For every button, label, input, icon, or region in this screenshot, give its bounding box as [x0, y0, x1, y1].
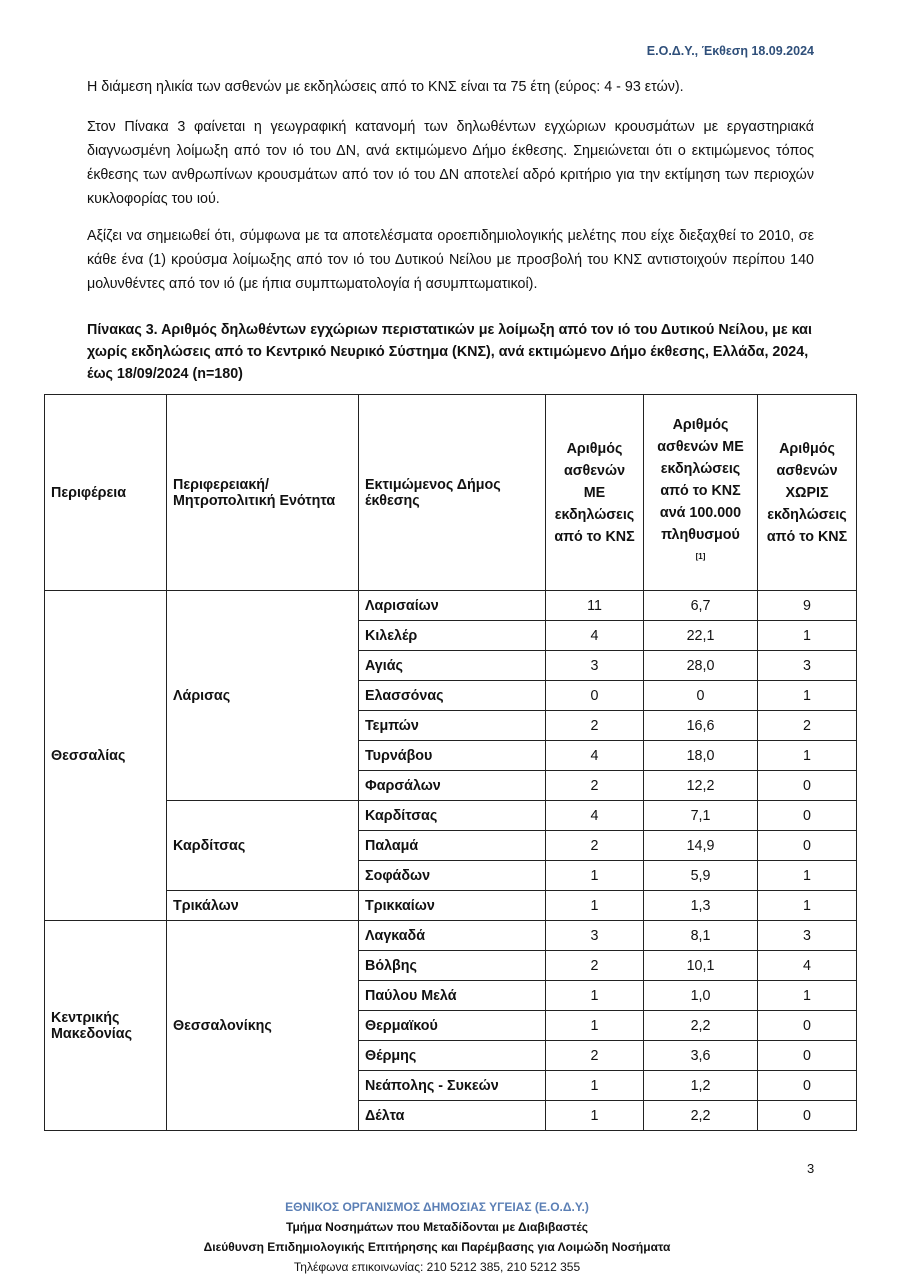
- report-header-reference: Ε.Ο.Δ.Υ., Έκθεση 18.09.2024: [646, 44, 814, 58]
- header-per-100k: [644, 395, 758, 591]
- table-row: [45, 891, 857, 921]
- footer: [0, 1197, 874, 1277]
- municipality-cell: Καρδίτσας: [359, 801, 546, 831]
- per-100k-cell: 5,9: [644, 861, 758, 891]
- paragraph-seroepidemiology: Αξίζει να σημειωθεί ότι, σύμφωνα με τα αποτελέσματα οροεπιδημιολογικής μελέτης που είχε διεξαχθεί το 2010, σε κάθε ένα (1) κρούσμα λοίμωξης από τον ιό του Δυτικού Νείλου με προσβολή του ΚΝΣ αντιστοιχούν περίπου 140 μολυνθέντες από τον ιό (με ήπια συμπτωματολογία ή ασυμπτωματικοί).: [87, 228, 814, 292]
- with-cns-cell: 2: [546, 1041, 644, 1071]
- with-cns-cell: 2: [546, 831, 644, 861]
- municipality-cell: Αγιάς: [359, 651, 546, 681]
- with-cns-cell: 4: [546, 741, 644, 771]
- unit-cell: Τρικάλων: [167, 891, 359, 921]
- without-cns-cell: 1: [758, 981, 857, 1011]
- with-cns-cell: 1: [546, 1011, 644, 1041]
- without-cns-cell: 0: [758, 1041, 857, 1071]
- per-100k-cell: 7,1: [644, 801, 758, 831]
- per-100k-cell: 1,2: [644, 1071, 758, 1101]
- unit-cell: Λάρισας: [167, 591, 359, 801]
- with-cns-cell: 1: [546, 891, 644, 921]
- header-municipality: Εκτιμώμενος Δήμος έκθεσης: [359, 395, 546, 591]
- municipality-cell: Ελασσόνας: [359, 681, 546, 711]
- municipality-cell: Θέρμης: [359, 1041, 546, 1071]
- per-100k-cell: 18,0: [644, 741, 758, 771]
- page-number: 3: [807, 1161, 815, 1176]
- per-100k-cell: 16,6: [644, 711, 758, 741]
- without-cns-cell: 1: [758, 621, 857, 651]
- without-cns-cell: 1: [758, 681, 857, 711]
- municipality-cell: Λαρισαίων: [359, 591, 546, 621]
- footer-phones: Τηλέφωνα επικοινωνίας: 210 5212 385, 210 5212 355: [293, 1260, 581, 1274]
- with-cns-cell: 1: [546, 861, 644, 891]
- per-100k-cell: 10,1: [644, 951, 758, 981]
- footer-department: Τμήμα Νοσημάτων που Μεταδίδονται με Διαβιβαστές: [286, 1220, 588, 1234]
- municipality-cell: Τυρνάβου: [359, 741, 546, 771]
- per-100k-cell: 3,6: [644, 1041, 758, 1071]
- header-unit: Περιφερειακή/ Μητροπολιτική Ενότητα: [167, 395, 359, 591]
- region-cell: Κεντρικής Μακεδονίας: [45, 921, 167, 1131]
- without-cns-cell: 0: [758, 831, 857, 861]
- footer-directorate: Διεύθυνση Επιδημιολογικής Επιτήρησης και Παρέμβασης για Λοιμώδη Νοσήματα: [203, 1240, 671, 1254]
- without-cns-cell: 0: [758, 1101, 857, 1131]
- without-cns-cell: 0: [758, 1071, 857, 1101]
- without-cns-cell: 3: [758, 921, 857, 951]
- table-caption: Πίνακας 3. Αριθμός δηλωθέντων εγχώριων περιστατικών με λοίμωξη από τον ιό του Δυτικού Νείλου, με και χωρίς εκδηλώσεις από το Κεντρικό Νευρικό Σύστημα (ΚΝΣ), ανά εκτιμώμενο Δήμο έκθεσης, Ελλάδα, 2024, έως 18/09/2024 (n=180): [87, 322, 812, 382]
- footer-organization: ΕΘΝΙΚΟΣ ΟΡΓΑΝΙΣΜΟΣ ΔΗΜΟΣΙΑΣ ΥΓΕΙΑΣ (Ε.Ο.Δ.Υ.): [285, 1200, 589, 1214]
- with-cns-cell: 3: [546, 921, 644, 951]
- header-without-cns: Αριθμός ασθενών ΧΩΡΙΣ εκδηλώσεις από το ΚΝΣ: [758, 395, 857, 591]
- municipality-cell: Φαρσάλων: [359, 771, 546, 801]
- municipality-cell: Θερμαϊκού: [359, 1011, 546, 1041]
- without-cns-cell: 9: [758, 591, 857, 621]
- municipality-cell: Σοφάδων: [359, 861, 546, 891]
- municipality-cell: Τρικκαίων: [359, 891, 546, 921]
- with-cns-cell: 4: [546, 801, 644, 831]
- per-100k-cell: 12,2: [644, 771, 758, 801]
- with-cns-cell: 2: [546, 771, 644, 801]
- per-100k-cell: 28,0: [644, 651, 758, 681]
- per-100k-cell: 22,1: [644, 621, 758, 651]
- without-cns-cell: 2: [758, 711, 857, 741]
- municipality-cell: Παλαμά: [359, 831, 546, 861]
- per-100k-cell: 1,3: [644, 891, 758, 921]
- region-cell: Θεσσαλίας: [45, 591, 167, 921]
- without-cns-cell: 3: [758, 651, 857, 681]
- table-header-row: [45, 395, 857, 591]
- without-cns-cell: 1: [758, 861, 857, 891]
- footnote-ref: [1]: [695, 551, 706, 561]
- table-row: [45, 591, 857, 621]
- with-cns-cell: 1: [546, 1101, 644, 1131]
- unit-cell: Καρδίτσας: [167, 801, 359, 891]
- with-cns-cell: 0: [546, 681, 644, 711]
- with-cns-cell: 1: [546, 981, 644, 1011]
- with-cns-cell: 4: [546, 621, 644, 651]
- municipality-cell: Βόλβης: [359, 951, 546, 981]
- per-100k-cell: 2,2: [644, 1101, 758, 1131]
- with-cns-cell: 3: [546, 651, 644, 681]
- municipality-cell: Δέλτα: [359, 1101, 546, 1131]
- cases-table: [44, 394, 857, 1131]
- with-cns-cell: 1: [546, 1071, 644, 1101]
- unit-cell: Θεσσαλονίκης: [167, 921, 359, 1131]
- table-row: [45, 801, 857, 831]
- paragraph-geographic-distribution: Στον Πίνακα 3 φαίνεται η γεωγραφική κατανομή των δηλωθέντων εγχώριων κρουσμάτων με εργαστηριακά διαγνωσμένη λοίμωξη από τον ιό του ΔΝ, ανά εκτιμώμενο Δήμο έκθεσης. Σημειώνεται ότι ο εκτιμώμενος τόπος έκθεσης των ανθρωπίνων κρουσμάτων από τον ιό του ΔΝ αποτελεί αδρό κριτήριο για την εκτίμηση των περιοχών κυκλοφορίας του ιού.: [87, 119, 814, 207]
- per-100k-cell: 0: [644, 681, 758, 711]
- without-cns-cell: 0: [758, 771, 857, 801]
- municipality-cell: Λαγκαδά: [359, 921, 546, 951]
- without-cns-cell: 4: [758, 951, 857, 981]
- municipality-cell: Νεάπολης - Συκεών: [359, 1071, 546, 1101]
- without-cns-cell: 1: [758, 891, 857, 921]
- without-cns-cell: 0: [758, 1011, 857, 1041]
- header-per-100k-label: Αριθμός ασθενών ΜΕ εκδηλώσεις από το ΚΝΣ ανά 100.000 πληθυσμού: [657, 416, 744, 543]
- per-100k-cell: 8,1: [644, 921, 758, 951]
- paragraph-median-age: Η διάμεση ηλικία των ασθενών με εκδηλώσεις από το ΚΝΣ είναι τα 75 έτη (εύρος: 4 - 93 ετών).: [87, 79, 684, 95]
- municipality-cell: Τεμπών: [359, 711, 546, 741]
- header-with-cns: Αριθμός ασθενών ΜΕ εκδηλώσεις από το ΚΝΣ: [546, 395, 644, 591]
- with-cns-cell: 11: [546, 591, 644, 621]
- header-region: Περιφέρεια: [45, 395, 167, 591]
- per-100k-cell: 2,2: [644, 1011, 758, 1041]
- with-cns-cell: 2: [546, 951, 644, 981]
- without-cns-cell: 1: [758, 741, 857, 771]
- per-100k-cell: 14,9: [644, 831, 758, 861]
- per-100k-cell: 6,7: [644, 591, 758, 621]
- without-cns-cell: 0: [758, 801, 857, 831]
- municipality-cell: Παύλου Μελά: [359, 981, 546, 1011]
- municipality-cell: Κιλελέρ: [359, 621, 546, 651]
- with-cns-cell: 2: [546, 711, 644, 741]
- per-100k-cell: 1,0: [644, 981, 758, 1011]
- table-row: [45, 921, 857, 951]
